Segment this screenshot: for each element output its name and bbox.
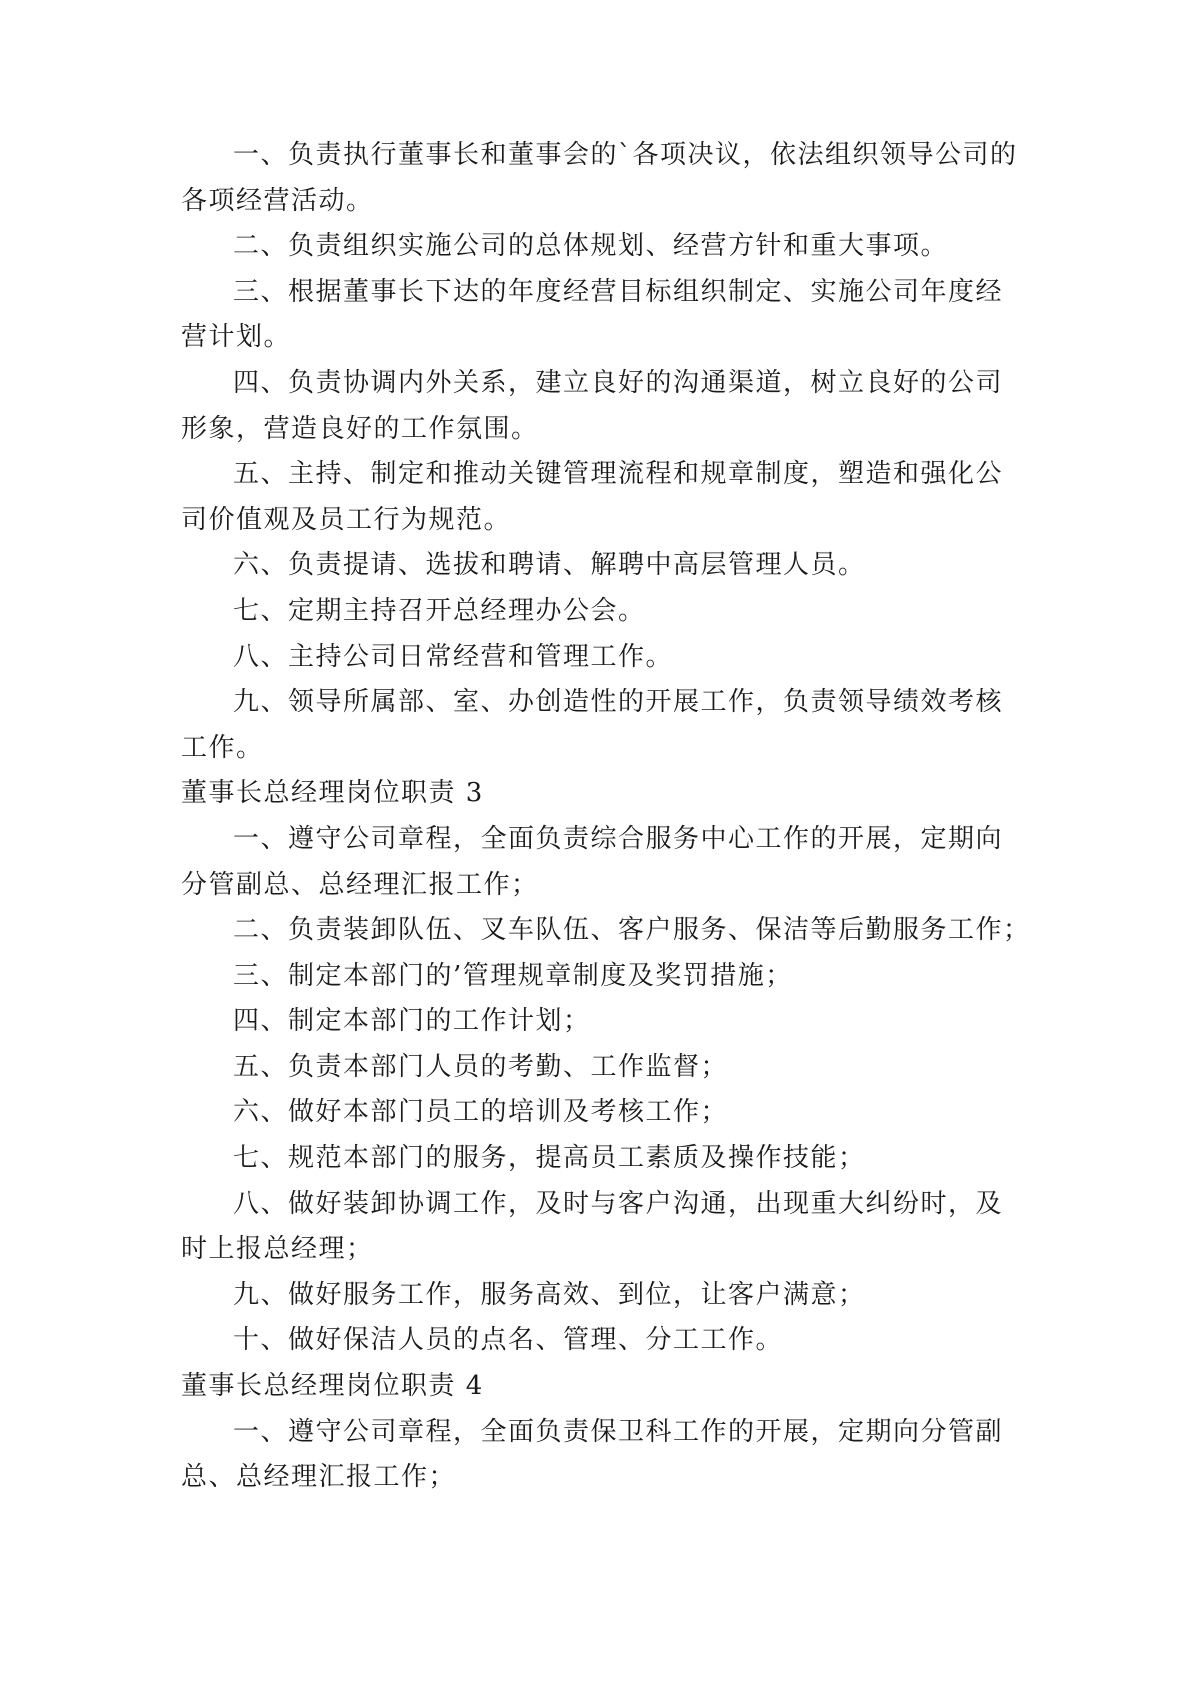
section-heading: 董事长总经理岗位职责 3 [181, 778, 484, 809]
paragraph-line: 一、遵守公司章程，全面负责保卫科工作的开展，定期向分管副 [233, 1416, 1004, 1447]
paragraph-line: 司价值观及员工行为规范。 [181, 504, 512, 535]
paragraph-line: 一、负责执行董事长和董事会的`各项决议，依法组织领导公司的 [233, 140, 1018, 170]
paragraph-line: 六、负责提请、选拔和聘请、解聘中高层管理人员。 [233, 550, 866, 581]
paragraph-line: 十、做好保洁人员的点名、管理、分工工作。 [233, 1325, 784, 1356]
paragraph-line: 一、遵守公司章程，全面负责综合服务中心工作的开展，定期向 [233, 823, 1004, 854]
paragraph-line: 三、制定本部门的’管理规章制度及奖罚措施； [233, 960, 793, 991]
paragraph-line: 工作。 [181, 732, 264, 763]
paragraph-line: 九、领导所属部、室、办创造性的开展工作，负责领导绩效考核 [233, 687, 1004, 718]
paragraph-line: 各项经营活动。 [181, 185, 374, 216]
paragraph-line: 八、做好装卸协调工作，及时与客户沟通，出现重大纠纷时，及 [233, 1188, 1004, 1219]
paragraph-line: 七、规范本部门的服务，提高员工素质及操作技能； [233, 1143, 866, 1174]
paragraph-line: 五、主持、制定和推动关键管理流程和规章制度，塑造和强化公 [233, 459, 1004, 490]
paragraph-line: 二、负责组织实施公司的总体规划、经营方针和重大事项。 [233, 231, 949, 262]
paragraph-line: 二、负责装卸队伍、叉车队伍、客户服务、保洁等后勤服务工作； [233, 915, 1031, 946]
paragraph-line: 营计划。 [181, 322, 292, 353]
paragraph-line: 四、负责协调内外关系，建立良好的沟通渠道，树立良好的公司 [233, 367, 1004, 398]
section-heading: 董事长总经理岗位职责 4 [181, 1371, 484, 1402]
paragraph-line: 形象，营造良好的工作氛围。 [181, 413, 539, 444]
paragraph-line: 八、主持公司日常经营和管理工作。 [233, 641, 674, 672]
paragraph-line: 总、总经理汇报工作； [181, 1462, 457, 1493]
paragraph-line: 三、根据董事长下达的年度经营目标组织制定、实施公司年度经 [233, 276, 1004, 307]
paragraph-line: 六、做好本部门员工的培训及考核工作； [233, 1097, 729, 1128]
paragraph-line: 七、定期主持召开总经理办公会。 [233, 595, 646, 626]
paragraph-line: 分管副总、总经理汇报工作； [181, 869, 539, 900]
paragraph-line: 五、负责本部门人员的考勤、工作监督； [233, 1051, 729, 1082]
paragraph-line: 九、做好服务工作，服务高效、到位，让客户满意； [233, 1279, 866, 1310]
paragraph-line: 时上报总经理； [181, 1234, 374, 1265]
paragraph-line: 四、制定本部门的工作计划； [233, 1006, 591, 1037]
